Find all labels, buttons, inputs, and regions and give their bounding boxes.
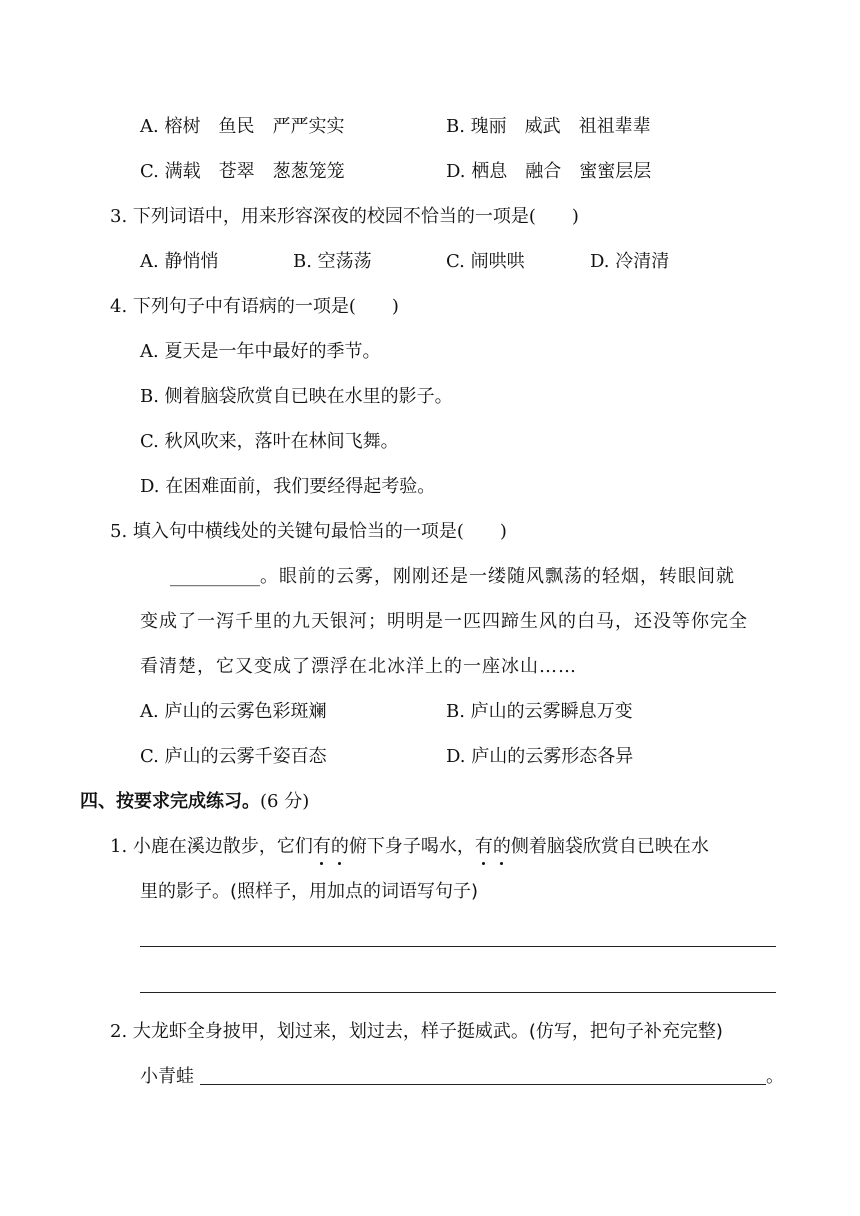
s4q1-text-1: 小鹿在溪边散步，它们 bbox=[132, 836, 313, 857]
q3-option-d: D. 冷清清 bbox=[590, 251, 670, 272]
q5-passage-line-1 bbox=[170, 564, 735, 590]
section-4-title: 四、按要求完成练习。 bbox=[80, 791, 260, 812]
s4q1-line-2-text: 里的影子。 bbox=[140, 881, 230, 902]
q4-option-a: A. 夏天是一年中最好的季节。 bbox=[140, 341, 381, 362]
s4q1-instruction: (照样子，用加点的词语写句子) bbox=[230, 881, 479, 902]
s4q1-answer-line-2[interactable] bbox=[140, 992, 776, 993]
q5-passage-line-3: 看清楚，它又变成了漂浮在北冰洋上的一座冰山…… bbox=[140, 656, 577, 677]
q2-option-a: A. 榕树 鱼民 严严实实 bbox=[140, 116, 345, 137]
q4-option-d: D. 在困难面前，我们要经得起考验。 bbox=[140, 476, 436, 497]
s4q2-answer-line[interactable] bbox=[200, 1084, 766, 1085]
s4q1-answer-line-1[interactable] bbox=[140, 946, 776, 947]
q3-option-c: C. 闹哄哄 bbox=[446, 251, 525, 272]
s4q1-line-1 bbox=[110, 834, 709, 860]
q5-option-b: B. 庐山的云雾瞬息万变 bbox=[446, 701, 633, 722]
q4-option-b: B. 侧着脑袋欣赏自已映在水里的影子。 bbox=[140, 386, 453, 407]
s4q2-stem-line bbox=[110, 1019, 723, 1045]
q3-option-a: A. 静悄悄 bbox=[140, 251, 219, 272]
q5-passage-line-2: 变成了一泻千里的九天银河；明明是一匹四蹄生风的白马，还没等你完全 bbox=[140, 611, 748, 632]
q4-stem: 4. 下列句子中有语病的一项是( ) bbox=[110, 296, 399, 317]
s4q1-text-2: 俯下身子喝水， bbox=[348, 836, 475, 857]
section-4-score: (6 分) bbox=[260, 791, 310, 812]
section-4-heading bbox=[80, 789, 309, 815]
s4q2-answer-prefix: 小青蛙 bbox=[140, 1066, 194, 1087]
s4q2-instruction: (仿写，把句子补充完整) bbox=[528, 1021, 723, 1042]
q3-stem: 3. 下列词语中，用来形容深夜的校园不恰当的一项是( ) bbox=[110, 206, 579, 227]
q3-option-b: B. 空荡荡 bbox=[293, 251, 372, 272]
q5-option-a: A. 庐山的云雾色彩斑斓 bbox=[140, 701, 327, 722]
q5-passage-text-1: 。眼前的云雾，刚刚还是一缕随风飘荡的轻烟，转眼间就 bbox=[260, 566, 735, 587]
q2-option-b: B. 瑰丽 威武 祖祖辈辈 bbox=[446, 116, 651, 137]
q5-blank: __________ bbox=[170, 566, 260, 587]
q4-option-c: C. 秋风吹来，落叶在林间飞舞。 bbox=[140, 431, 399, 452]
q5-option-c: C. 庐山的云雾千姿百态 bbox=[140, 746, 327, 767]
s4q1-line-2 bbox=[140, 879, 478, 905]
s4q2-answer-suffix: 。 bbox=[766, 1066, 784, 1087]
s4q1-dotted-word-2: 有的 bbox=[475, 836, 511, 857]
q2-option-d: D. 栖息 融合 蜜蜜层层 bbox=[446, 161, 652, 182]
q2-option-c: C. 满载 苍翠 葱葱笼笼 bbox=[140, 161, 345, 182]
s4q2-stem: 2. 大龙虾全身披甲，划过来，划过去，样子挺威武。 bbox=[110, 1021, 529, 1042]
s4q1-number: 1. bbox=[110, 836, 128, 857]
q5-stem: 5. 填入句中横线处的关键句最恰当的一项是( ) bbox=[110, 521, 507, 542]
q5-option-d: D. 庐山的云雾形态各异 bbox=[446, 746, 634, 767]
s4q1-dotted-word-1: 有的 bbox=[313, 836, 349, 857]
s4q1-text-3: 侧着脑袋欣赏自已映在水 bbox=[510, 836, 709, 857]
